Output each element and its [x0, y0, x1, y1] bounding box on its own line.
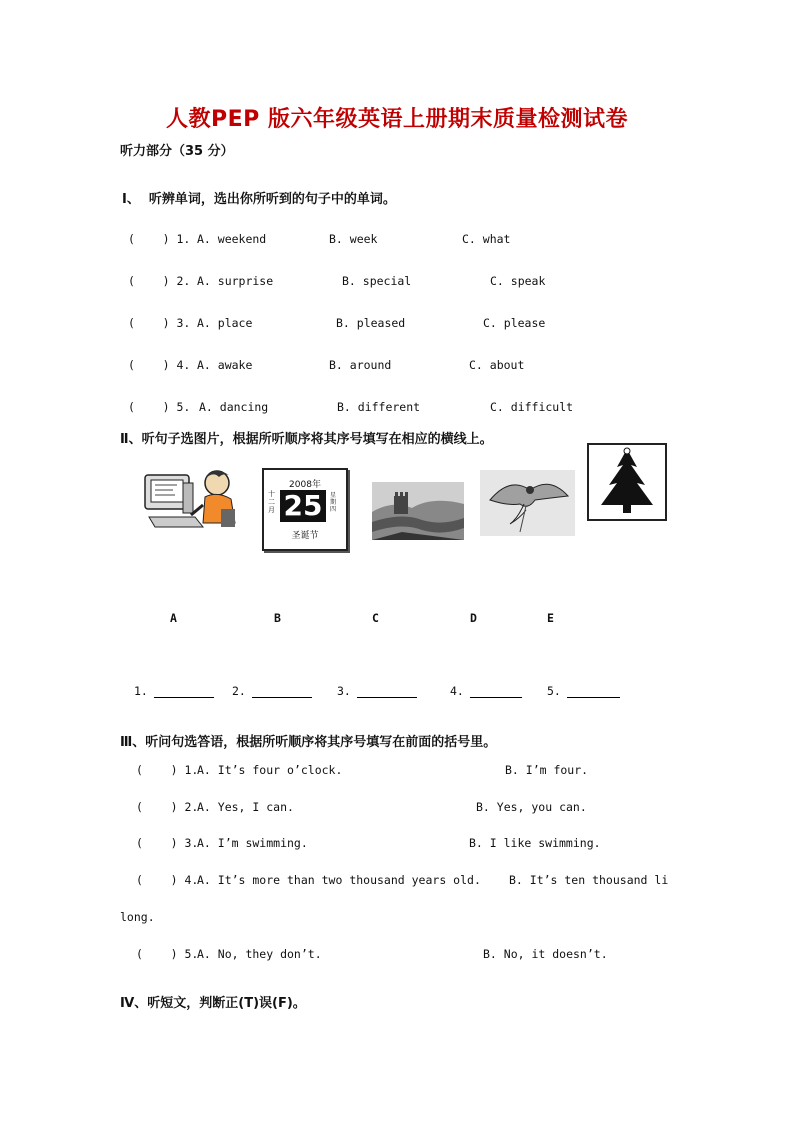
page-title: 人教PEP 版六年级英语上册期末质量检测试卷 [166, 107, 628, 132]
picture-label-d: D [470, 611, 477, 625]
option-b: B. week [329, 232, 378, 246]
listening-part-label: 听力部分（35 分） [120, 144, 234, 159]
great-wall-picture [372, 482, 464, 540]
option-c: C. difficult [490, 400, 574, 414]
option-b: B. I’m four. [505, 763, 589, 777]
answer-blank[interactable] [470, 685, 522, 698]
option-c: C. please [483, 316, 546, 330]
option-a: A. weekend [197, 232, 267, 246]
picture-label-a: A [170, 611, 177, 625]
section1-heading: Ⅰ、 听辨单词，选出你所听到的句子中的单词。 [122, 192, 396, 207]
item-number[interactable]: ( ) 2. [128, 274, 191, 288]
item-number[interactable]: ( ) 5. [136, 947, 199, 961]
blank-number: 2. [232, 684, 246, 698]
option-c: C. what [462, 232, 511, 246]
christmas-tree-picture [587, 443, 667, 521]
item-number[interactable]: ( ) 1. [128, 232, 191, 246]
item-number[interactable]: ( ) 3. [128, 316, 191, 330]
section4-heading: Ⅳ、听短文，判断正(T)误(F)。 [120, 996, 306, 1011]
calendar-weekday: 星期四 [330, 492, 337, 513]
answer-blank[interactable] [154, 685, 214, 698]
kite-picture [480, 470, 575, 536]
computer-boy-picture [143, 465, 239, 533]
answer-blank[interactable] [252, 685, 312, 698]
calendar-day: 25 [280, 490, 326, 522]
item-number[interactable]: ( ) 4. [136, 873, 199, 887]
item-number[interactable]: ( ) 4. [128, 358, 191, 372]
blank-number: 1. [134, 684, 148, 698]
option-a: A. It’s four o’clock. [197, 763, 343, 777]
option-a: A. surprise [197, 274, 274, 288]
option-b: B. It’s ten thousand li [509, 873, 669, 887]
option-c: C. about [469, 358, 525, 372]
option-a: A. No, they don’t. [197, 947, 322, 961]
blank-number: 4. [450, 684, 464, 698]
section2-heading: Ⅱ、听句子选图片，根据所听顺序将其序号填写在相应的横线上。 [120, 432, 493, 447]
item-number[interactable]: ( ) 1. [136, 763, 199, 777]
item-number[interactable]: ( ) 2. [136, 800, 199, 814]
option-b: B. I like swimming. [469, 836, 601, 850]
calendar-picture [262, 468, 348, 551]
answer-blank[interactable] [357, 685, 417, 698]
picture-label-b: B [274, 611, 281, 625]
section3-heading: Ⅲ、听问句选答语，根据所听顺序将其序号填写在前面的括号里。 [120, 735, 497, 750]
item-number[interactable]: ( ) 5. [128, 400, 191, 414]
option-a: A. dancing [199, 400, 269, 414]
option-b: B. around [329, 358, 392, 372]
option-b-continuation: long. [120, 910, 155, 924]
item-number[interactable]: ( ) 3. [136, 836, 199, 850]
blank-number: 3. [337, 684, 351, 698]
picture-label-c: C [372, 611, 379, 625]
calendar-month: 十二月 [268, 490, 275, 514]
calendar-year: 2008年 [289, 480, 321, 490]
option-a: A. Yes, I can. [197, 800, 294, 814]
option-a: A. place [197, 316, 253, 330]
option-b: B. different [337, 400, 421, 414]
option-a: A. It’s more than two thousand years old. [197, 873, 481, 887]
answer-blank[interactable] [567, 685, 620, 698]
option-c: C. speak [490, 274, 546, 288]
picture-label-e: E [547, 611, 554, 625]
option-a: A. awake [197, 358, 253, 372]
option-a: A. I’m swimming. [197, 836, 308, 850]
option-b: B. special [342, 274, 412, 288]
blank-number: 5. [547, 684, 561, 698]
option-b: B. pleased [336, 316, 406, 330]
option-b: B. Yes, you can. [476, 800, 587, 814]
option-b: B. No, it doesn’t. [483, 947, 608, 961]
calendar-festival: 圣诞节 [291, 531, 319, 541]
